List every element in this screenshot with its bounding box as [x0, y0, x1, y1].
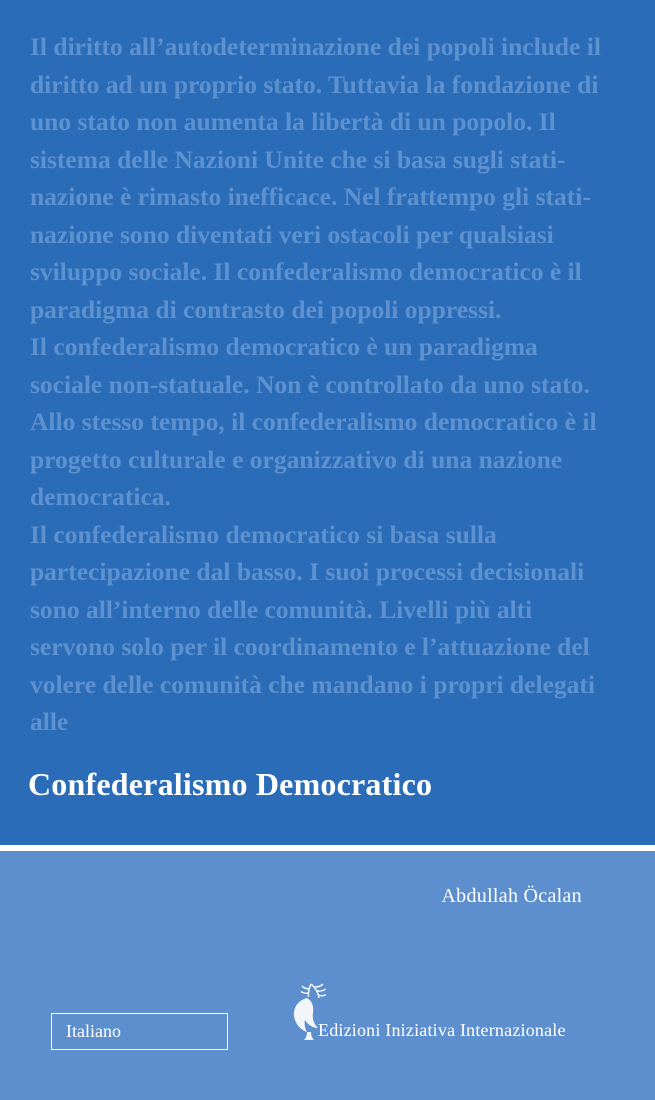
book-title: Confederalismo Democratico: [28, 766, 433, 802]
book-author: Abdullah Öcalan: [441, 885, 582, 907]
background-paragraph-1: Il diritto all’autodeterminazione dei popoli include il diritto ad un proprio stato. Tuttavia la fondazione di uno stato non aumenta la libertà di un popolo. Il sistema delle Nazioni Unite che si basa sugli stati-nazione è rimasto inefficace. Nel frattempo gli stati-nazione sono diventati veri ostacoli per qualsiasi sviluppo sociale. Il confederalismo democratico è il paradigma di contrasto dei popoli oppressi.: [30, 32, 601, 324]
publisher-block: [285, 980, 605, 1050]
publisher-name: Edizioni Iniziativa Internazionale: [318, 1020, 566, 1040]
background-paragraph-3: Il confederalismo democratico si basa sulla partecipazione dal basso. I suoi processi decisionali sono all’interno delle comunità. Livelli più alti servono solo per il coordinamento e l’attuazione del volere delle comunità che mandano i propri delegati alle: [30, 519, 595, 736]
language-box: [51, 1013, 228, 1050]
background-paragraph-2: Il confederalismo democratico è un paradigma sociale non-statuale. Non è controllato da uno stato. Allo stesso tempo, il confederalismo democratico è il progetto culturale e organizzativo di una nazione democratica.: [30, 332, 597, 511]
language-label: Italiano: [66, 1021, 121, 1041]
cover-background-text: [30, 28, 605, 741]
